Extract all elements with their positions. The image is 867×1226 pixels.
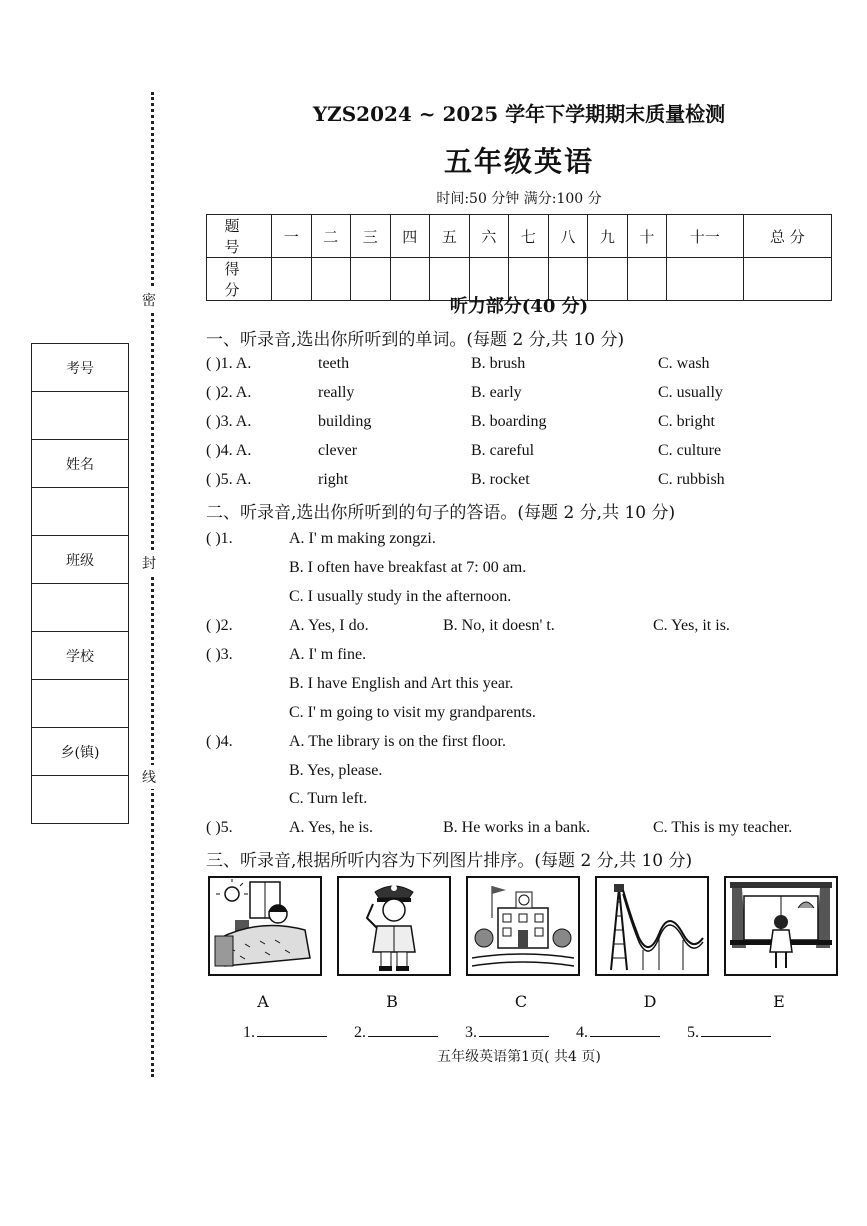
seal-char-mi: 密	[142, 288, 156, 312]
s2-q1-num: ( )1.	[206, 530, 233, 547]
picture-c-label: C	[514, 992, 528, 1011]
s2-q3-option-b: B. I have English and Art this year.	[289, 675, 514, 692]
s2-q2-option-c: C. Yes, it is.	[653, 617, 730, 634]
name-field[interactable]	[32, 488, 128, 536]
s1-q5-option-c: C. rubbish	[658, 471, 725, 488]
s2-q1-option-a: A. I' m making zongzi.	[289, 530, 436, 547]
town-field[interactable]	[32, 776, 128, 823]
s1-q1-option-b: B. brush	[471, 355, 526, 372]
answer-blank-5[interactable]	[687, 1022, 771, 1042]
s2-q4-num: ( )4.	[206, 733, 233, 750]
table-header-cell: 七	[509, 215, 549, 258]
blank-line[interactable]	[368, 1022, 438, 1037]
s1-q1-option-a: teeth	[318, 355, 350, 372]
table-header-cell: 十	[627, 215, 667, 258]
s1-q2-num: ( )2. A.	[206, 384, 252, 401]
listening-part-heading: 听力部分(40 分)	[449, 296, 589, 317]
s2-q4-option-a: A. The library is on the first floor.	[289, 733, 506, 750]
town-label: 乡(镇)	[32, 728, 128, 776]
table-header-cell: 三	[351, 215, 391, 258]
section2-title: 二、听录音,选出你所听到的句子的答语。(每题 2 分,共 10 分)	[206, 503, 676, 523]
seal-dotted-line	[151, 92, 154, 1077]
picture-b-label: B	[386, 992, 398, 1011]
blank-number: 2.	[354, 1024, 366, 1041]
blank-line[interactable]	[701, 1022, 771, 1037]
police-officer-icon	[337, 876, 451, 976]
seal-char-xian: 线	[142, 765, 156, 789]
s1-q3-option-c: C. bright	[658, 413, 715, 430]
s1-q2-option-b: B. early	[471, 384, 522, 401]
class-field[interactable]	[32, 584, 128, 632]
blank-number: 1.	[243, 1024, 255, 1041]
s1-q5-num: ( )5. A.	[206, 471, 252, 488]
s1-q1-option-c: C. wash	[658, 355, 710, 372]
score-row-label: 得 分	[207, 258, 272, 301]
school-building-icon	[466, 876, 580, 976]
s2-q4-option-c: C. Turn left.	[289, 790, 368, 807]
table-header-cell: 六	[469, 215, 509, 258]
exam-title: YZS2024 ~ 2025 学年下学期期末质量检测	[312, 102, 726, 126]
s1-q4-option-c: C. culture	[658, 442, 722, 459]
s1-q1-num: ( )1. A.	[206, 355, 252, 372]
answer-blank-3[interactable]	[465, 1022, 549, 1042]
s1-q2-option-a: really	[318, 384, 355, 401]
picture-e-label: E	[773, 992, 785, 1011]
s2-q5-num: ( )5.	[206, 819, 233, 836]
student-info-box	[31, 343, 129, 824]
s1-q4-option-a: clever	[318, 442, 358, 459]
s2-q2-num: ( )2.	[206, 617, 233, 634]
page-footer: 五年级英语第1页( 共4 页)	[437, 1049, 601, 1065]
blank-number: 4.	[576, 1024, 588, 1041]
table-header-cell: 一	[272, 215, 312, 258]
time-info: 时间:50 分钟 满分:100 分	[436, 191, 602, 207]
exam-number-label: 考号	[32, 344, 128, 392]
blank-line[interactable]	[479, 1022, 549, 1037]
s2-q3-option-a: A. I' m fine.	[289, 646, 367, 663]
roller-coaster-icon	[595, 876, 709, 976]
s1-q4-option-b: B. careful	[471, 442, 535, 459]
score-table-header-row	[207, 215, 832, 258]
s1-q5-option-b: B. rocket	[471, 471, 530, 488]
picture-d-label: D	[643, 992, 657, 1011]
s2-q2-option-a: A. Yes, I do.	[289, 617, 369, 634]
s1-q2-option-c: C. usually	[658, 384, 723, 401]
answer-blank-2[interactable]	[354, 1022, 438, 1042]
answer-blank-4[interactable]	[576, 1022, 660, 1042]
s2-q1-option-c: C. I usually study in the afternoon.	[289, 588, 512, 605]
class-label: 班级	[32, 536, 128, 584]
s2-q2-option-b: B. No, it doesn' t.	[443, 617, 555, 634]
s2-q5-option-b: B. He works in a bank.	[443, 819, 591, 836]
section3-title: 三、听录音,根据所听内容为下列图片排序。(每题 2 分,共 10 分)	[206, 851, 693, 871]
table-header-cell: 五	[430, 215, 470, 258]
table-header-cell: 十一	[667, 215, 744, 258]
score-table	[206, 214, 832, 301]
girl-at-window-icon	[724, 876, 838, 976]
s2-q5-option-a: A. Yes, he is.	[289, 819, 374, 836]
picture-a-label: A	[257, 992, 269, 1011]
s2-q5-option-c: C. This is my teacher.	[653, 819, 793, 836]
seal-char-feng: 封	[142, 551, 156, 575]
school-field[interactable]	[32, 680, 128, 728]
blank-line[interactable]	[590, 1022, 660, 1037]
s1-q4-num: ( )4. A.	[206, 442, 252, 459]
blank-number: 5.	[687, 1024, 699, 1041]
table-header-cell: 题 号	[207, 215, 272, 258]
s1-q5-option-a: right	[318, 471, 349, 488]
s1-q3-option-a: building	[318, 413, 372, 430]
table-header-cell: 二	[311, 215, 351, 258]
table-header-cell: 四	[390, 215, 430, 258]
name-label: 姓名	[32, 440, 128, 488]
table-header-cell: 八	[548, 215, 588, 258]
s2-q3-num: ( )3.	[206, 646, 233, 663]
s1-q3-option-b: B. boarding	[471, 413, 547, 430]
table-header-cell: 总 分	[743, 215, 831, 258]
exam-number-field[interactable]	[32, 392, 128, 440]
blank-line[interactable]	[257, 1022, 327, 1037]
blank-number: 3.	[465, 1024, 477, 1041]
section1-title: 一、听录音,选出你所听到的单词。(每题 2 分,共 10 分)	[206, 330, 625, 350]
s2-q4-option-b: B. Yes, please.	[289, 762, 383, 779]
answer-blank-1[interactable]	[243, 1022, 327, 1042]
s2-q1-option-b: B. I often have breakfast at 7: 00 am.	[289, 559, 527, 576]
bedroom-girl-waking-icon	[208, 876, 322, 976]
school-label: 学校	[32, 632, 128, 680]
s2-q3-option-c: C. I' m going to visit my grandparents.	[289, 704, 536, 721]
subject-title: 五年级英语	[443, 145, 594, 178]
s1-q3-num: ( )3. A.	[206, 413, 252, 430]
table-header-cell: 九	[588, 215, 628, 258]
